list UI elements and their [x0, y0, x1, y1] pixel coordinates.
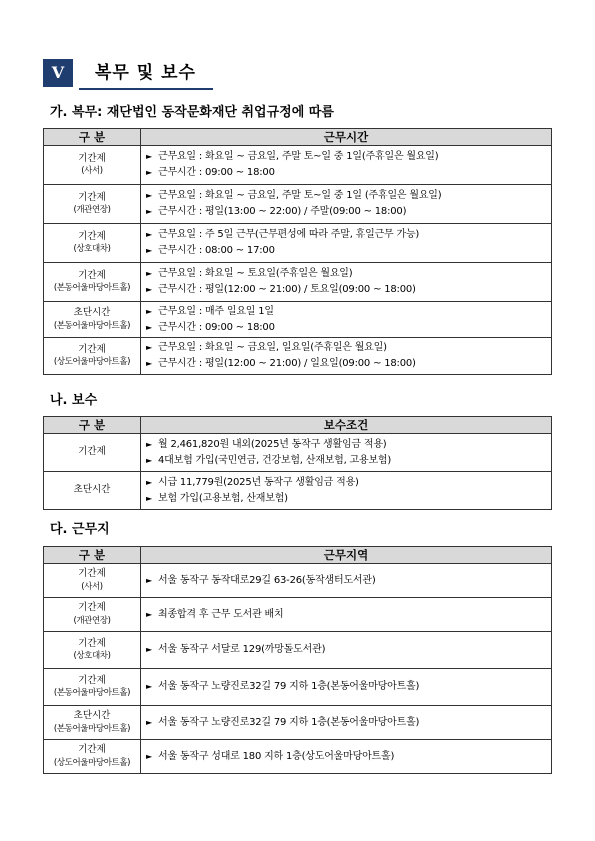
table-row [44, 434, 552, 472]
bullet-icon: ► [146, 751, 152, 761]
pay-table [43, 416, 552, 510]
bullet-icon: ► [146, 322, 152, 332]
detail-cell [141, 740, 552, 774]
header-content: 근무시간 [141, 129, 552, 146]
category-cell [44, 146, 141, 185]
category-cell [44, 740, 141, 774]
header-category: 구 분 [44, 129, 141, 146]
duty-table [43, 128, 552, 375]
detail-line: ► 근무요일 : 화요일 ~ 금요일, 주말 토~일 중 1일 (주휴일은 월요일) [146, 188, 551, 204]
table-row [44, 263, 552, 302]
detail-line: ► 근무요일 : 매주 일요일 1일 [146, 304, 551, 320]
detail-cell [141, 472, 552, 510]
detail-cell [141, 706, 552, 740]
category-label: 기간제 [78, 343, 106, 355]
detail-cell [141, 302, 552, 338]
header-category: 구 분 [44, 547, 141, 564]
category-sublabel: (상도어울마당아트홀) [53, 357, 131, 367]
detail-line: ► 근무요일 : 화요일 ~ 토요일(주휴일은 월요일) [146, 266, 551, 282]
pay-heading: 나. 보수 [50, 393, 98, 408]
detail-line: ► 최종합격 후 근무 도서관 배치 [146, 607, 551, 623]
table-row [44, 632, 552, 669]
category-cell [44, 185, 141, 224]
category-sublabel: (본동어울마당아트홀) [53, 320, 131, 331]
category-sublabel: (본동어울마당아트홀) [53, 283, 131, 293]
detail-line: ► 근무시간 : 09:00 ~ 18:00 [146, 165, 551, 181]
bullet-icon: ► [146, 246, 152, 255]
table-row [44, 740, 552, 774]
category-sublabel: (개관연장) [73, 615, 111, 626]
category-label: 초단시간 [73, 484, 111, 496]
workplace-heading: 다. 근무지 [50, 522, 110, 537]
detail-line: ► 서울 동작구 성대로 180 지하 1층(상도어울마당아트홀) [146, 749, 551, 765]
detail-cell [141, 598, 552, 632]
category-sublabel: (사서) [81, 581, 103, 592]
header-category: 구 분 [44, 417, 141, 434]
detail-line: ► 월 2,461,820원 내외(2025년 동작구 생활임금 적용) [146, 437, 551, 453]
category-label: 기간제 [78, 568, 106, 579]
category-sublabel: (본동어울마당아트홀) [53, 723, 131, 734]
detail-cell [141, 632, 552, 669]
category-cell [44, 669, 141, 706]
category-label: 기간제 [78, 191, 106, 203]
bullet-icon: ► [146, 609, 152, 619]
bullet-icon: ► [146, 168, 152, 177]
detail-line: ► 4대보험 가입(국민연금, 건강보험, 산재보험, 고용보험) [146, 453, 551, 469]
detail-cell [141, 669, 552, 706]
bullet-icon: ► [146, 207, 152, 216]
category-label: 기간제 [78, 446, 106, 458]
table-row [44, 338, 552, 375]
table-row [44, 224, 552, 263]
category-label: 기간제 [78, 269, 106, 281]
table-row [44, 146, 552, 185]
category-sublabel: (상도어울마당아트홀) [53, 757, 131, 768]
bullet-icon: ► [146, 455, 152, 465]
bullet-icon: ► [146, 717, 152, 727]
category-cell [44, 706, 141, 740]
detail-cell [141, 263, 552, 302]
detail-line: ► 시급 11,779원(2025년 동작구 생활임금 적용) [146, 475, 551, 491]
category-cell [44, 598, 141, 632]
detail-line: ► 서울 동작구 노량진로32길 79 지하 1층(본동어울마당아트홀) [146, 679, 551, 695]
category-label: 기간제 [78, 152, 106, 164]
bullet-icon: ► [146, 477, 152, 487]
bullet-icon: ► [146, 269, 152, 278]
detail-line: ► 보험 가입(고용보험, 산재보험) [146, 491, 551, 507]
table-header-row [44, 129, 552, 146]
table-row [44, 598, 552, 632]
detail-cell [141, 146, 552, 185]
category-sublabel: (개관연장) [73, 205, 111, 215]
category-cell [44, 338, 141, 375]
category-sublabel: (본동어울마당아트홀) [53, 688, 131, 698]
category-cell [44, 263, 141, 302]
header-content: 근무지역 [141, 547, 552, 564]
table-row [44, 185, 552, 224]
table-row [44, 669, 552, 706]
category-sublabel: (상호대차) [73, 244, 111, 254]
bullet-icon: ► [146, 230, 152, 239]
workplace-table [43, 546, 552, 774]
detail-cell [141, 564, 552, 598]
detail-cell [141, 338, 552, 375]
detail-line: ► 근무시간 : 평일(12:00 ~ 21:00) / 일요일(09:00 ~ 18:00) [146, 356, 551, 372]
section-number-badge: V [43, 59, 73, 87]
bullet-icon: ► [146, 306, 152, 316]
table-header-row [44, 417, 552, 434]
category-label: 기간제 [78, 637, 106, 649]
section-header [43, 59, 213, 89]
detail-cell [141, 434, 552, 472]
detail-line: ► 서울 동작구 노량진로32길 79 지하 1층(본동어울마당아트홀) [146, 715, 551, 731]
section-underline [79, 88, 213, 90]
table-row [44, 302, 552, 338]
detail-line: ► 근무시간 : 평일(13:00 ~ 22:00) / 주말(09:00 ~ 18:00) [146, 204, 551, 220]
bullet-icon: ► [146, 645, 152, 654]
header-content: 보수조건 [141, 417, 552, 434]
category-cell [44, 224, 141, 263]
category-sublabel: (사서) [81, 166, 103, 176]
bullet-icon: ► [146, 439, 152, 449]
detail-line: ► 근무시간 : 08:00 ~ 17:00 [146, 243, 551, 259]
table-header-row [44, 547, 552, 564]
table-row [44, 472, 552, 510]
detail-line: ► 근무요일 : 화요일 ~ 금요일, 주말 토~일 중 1일(주휴일은 월요일) [146, 149, 551, 165]
category-cell [44, 302, 141, 338]
detail-line: ► 근무요일 : 주 5일 근무(근무편성에 따라 주말, 휴일근무 가능) [146, 227, 551, 243]
detail-line: ► 서울 동작구 동작대로29길 63-26(동작샘터도서관) [146, 573, 551, 589]
category-cell [44, 564, 141, 598]
category-sublabel: (상호대차) [73, 651, 111, 661]
category-label: 기간제 [78, 674, 106, 686]
category-label: 기간제 [78, 230, 106, 242]
detail-line: ► 근무시간 : 평일(12:00 ~ 21:00) / 토요일(09:00 ~ 18:00) [146, 282, 551, 298]
detail-line: ► 근무요일 : 화요일 ~ 금요일, 일요일(주휴일은 월요일) [146, 340, 551, 356]
category-label: 기간제 [78, 744, 106, 755]
bullet-icon: ► [146, 359, 152, 368]
detail-cell [141, 185, 552, 224]
bullet-icon: ► [146, 152, 152, 161]
bullet-icon: ► [146, 493, 152, 503]
category-label: 초단시간 [73, 710, 111, 721]
category-label: 기간제 [78, 602, 106, 613]
category-cell [44, 472, 141, 510]
bullet-icon: ► [146, 191, 152, 200]
duty-heading: 가. 복무: 재단법인 동작문화재단 취업규정에 따름 [50, 105, 334, 120]
table-row [44, 706, 552, 740]
category-cell [44, 632, 141, 669]
detail-line: ► 서울 동작구 서달로 129(까망돌도서관) [146, 642, 551, 658]
detail-line: ► 근무시간 : 09:00 ~ 18:00 [146, 320, 551, 336]
category-label: 초단시간 [73, 307, 111, 318]
section-title: 복무 및 보수 [95, 63, 196, 83]
bullet-icon: ► [146, 575, 152, 585]
detail-cell [141, 224, 552, 263]
bullet-icon: ► [146, 343, 152, 352]
table-row [44, 564, 552, 598]
bullet-icon: ► [146, 285, 152, 294]
bullet-icon: ► [146, 682, 152, 691]
category-cell [44, 434, 141, 472]
